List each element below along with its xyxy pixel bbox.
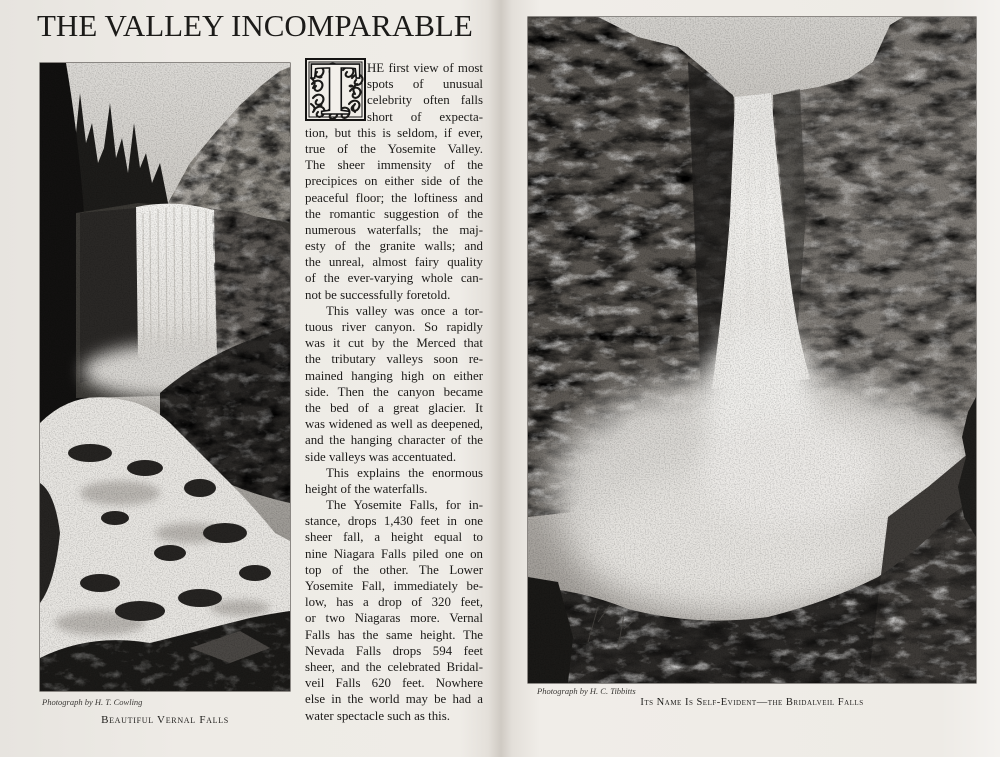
article-line: The sheer immensity of the	[305, 158, 483, 173]
photo-grain	[528, 17, 976, 683]
article-column	[305, 47, 483, 724]
article-line: height of the waterfalls.	[305, 481, 428, 496]
photo-grain	[40, 63, 290, 691]
article-line: of the ever-varying whole can-	[305, 271, 483, 286]
article-line: esty of the granite walls; and	[305, 239, 483, 254]
article-line: sheer fall, a height equal to	[305, 530, 483, 545]
article-line: and the hanging character of the	[305, 433, 483, 448]
article-line: low, has a drop of 320 feet,	[305, 595, 483, 610]
article-line: celebrity often falls	[367, 93, 483, 108]
article-text	[305, 47, 483, 724]
photo-credit-right: Photograph by H. C. Tibbitts	[537, 686, 636, 696]
article-line: The Yosemite Falls, for in-	[326, 498, 483, 513]
article-line: the unreal, almost fairy quality	[305, 255, 483, 270]
article-line: numerous waterfalls; the maj-	[305, 222, 483, 237]
article-line: precipices on either side of the	[305, 174, 483, 189]
article-line: veil Falls 620 feet. Nowhere	[305, 676, 483, 691]
article-line: top of the other. The Lower	[305, 562, 483, 577]
bridalveil-falls-photo	[528, 17, 976, 683]
article-line: the bed of a great glacier. It	[305, 400, 483, 415]
article-line: HE first view of most	[367, 61, 483, 75]
vernal-falls-photo	[40, 63, 290, 691]
article-line: side. Then the canyon became	[305, 384, 483, 399]
photo-credit-left: Photograph by H. T. Cowling	[42, 697, 143, 707]
article-line: stance, drops 1,430 feet in one	[305, 514, 483, 529]
article-line: nine Niagara Falls piled one on	[305, 546, 483, 561]
page-title: THE VALLEY INCOMPARABLE	[37, 8, 473, 43]
article-line: was widened as well as deepened,	[305, 417, 483, 432]
photo-caption-left: Beautiful Vernal Falls	[101, 714, 229, 726]
article-line: tion, but this is seldom, if ever,	[305, 125, 483, 140]
article-line: the tributary valleys soon re-	[305, 352, 483, 367]
drop-cap	[305, 47, 366, 131]
article-line: peaceful floor; the loftiness and	[305, 190, 483, 205]
article-line: water spectacle such as this.	[305, 708, 450, 723]
right-page	[502, 0, 1000, 757]
article-line: was it cut by the Merced that	[305, 336, 483, 351]
article-line: This valley was once a tor-	[326, 303, 483, 318]
article-line: sheer, and the celebrated Bridal-	[305, 659, 483, 674]
article-line: the romantic suggestion of the	[305, 206, 483, 221]
article-line: This explains the enormous	[326, 465, 483, 480]
drop-cap-letter: T	[310, 47, 361, 131]
article-line: side valleys was accentuated.	[305, 449, 457, 464]
article-line: Falls has the same height. The	[305, 627, 483, 642]
article-line: or two Niagaras more. Vernal	[305, 611, 483, 626]
article-line: spots of unusual	[367, 77, 483, 92]
article-line: mained hanging high on either	[305, 368, 483, 383]
article-line: not be successfully foretold.	[305, 287, 451, 302]
article-line: true of the Yosemite Valley.	[305, 141, 483, 156]
article-line: short of expecta-	[367, 109, 483, 124]
article-line: Nevada Falls drops 594 feet	[305, 643, 483, 658]
article-line: else in the world may be had a	[305, 692, 483, 707]
photo-caption-right: Its Name Is Self-Evident—the Bridalveil Falls	[640, 697, 864, 708]
article-line: Yosemite Fall, immediately be-	[305, 579, 483, 593]
article-line: tuous river canyon. So rapidly	[305, 320, 483, 334]
